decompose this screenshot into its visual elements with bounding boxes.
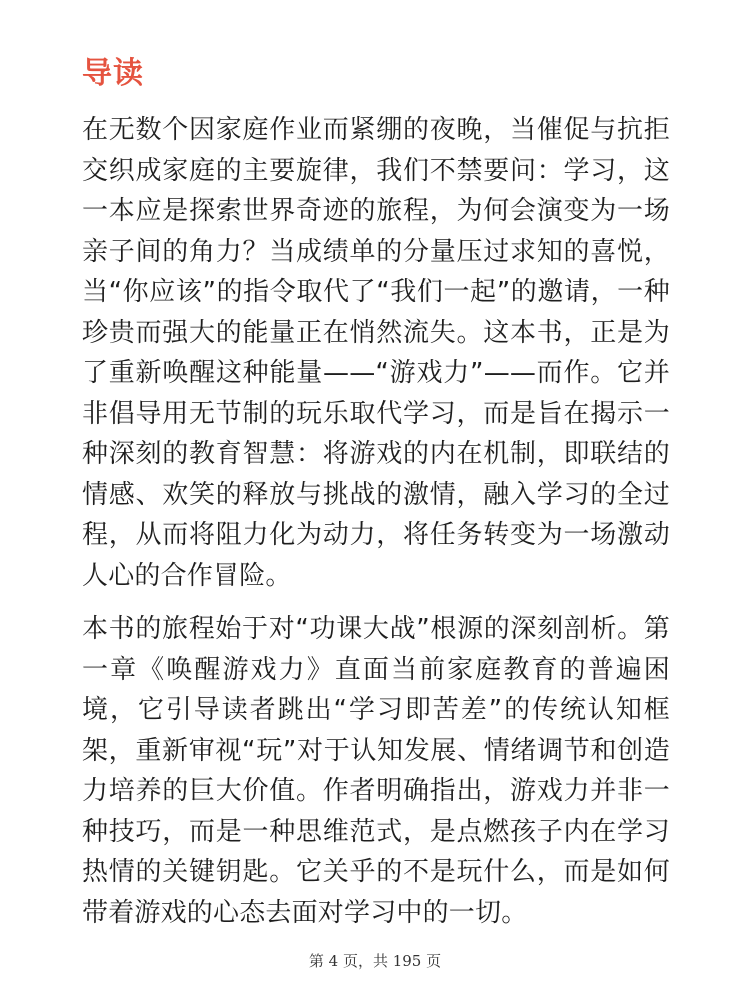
page-number-footer: 第 4 页，共 195 页 <box>308 952 442 970</box>
section-heading: 导读 <box>82 56 144 91</box>
body-paragraph-2: 本书的旅程始于对“功课大战”根源的深刻剖析。第一章《唤醒游戏力》直面当前家庭教育的普遍困境，它引导读者跳出“学习即苦差”的传统认知框架，重新审视“玩”对于认知发展、情绪调节和创造力培养的巨大价值。作者明确指出，游戏力并非一种技巧，而是一种思维范式，是点燃孩子内在学习热情的关键钥匙。它关乎的不是玩什么，而是如何带着游戏的心态去面对学习中的一切。 <box>82 614 670 928</box>
body-paragraph-1: 在无数个因家庭作业而紧绷的夜晚，当催促与抗拒交织成家庭的主要旋律，我们不禁要问：学习，这一本应是探索世界奇迹的旅程，为何会演变为一场亲子间的角力？当成绩单的分量压过求知的喜悦，当“你应该”的指令取代了“我们一起”的邀请，一种珍贵而强大的能量正在悄然流失。这本书，正是为了重新唤醒这种能量——“游戏力”——而作。它并非倡导用无节制的玩乐取代学习，而是旨在揭示一种深刻的教育智慧：将游戏的内在机制，即联结的情感、欢笑的释放与挑战的激情，融入学习的全过程，从而将阻力化为动力，将任务转变为一场激动人心的合作冒险。 <box>82 115 670 591</box>
